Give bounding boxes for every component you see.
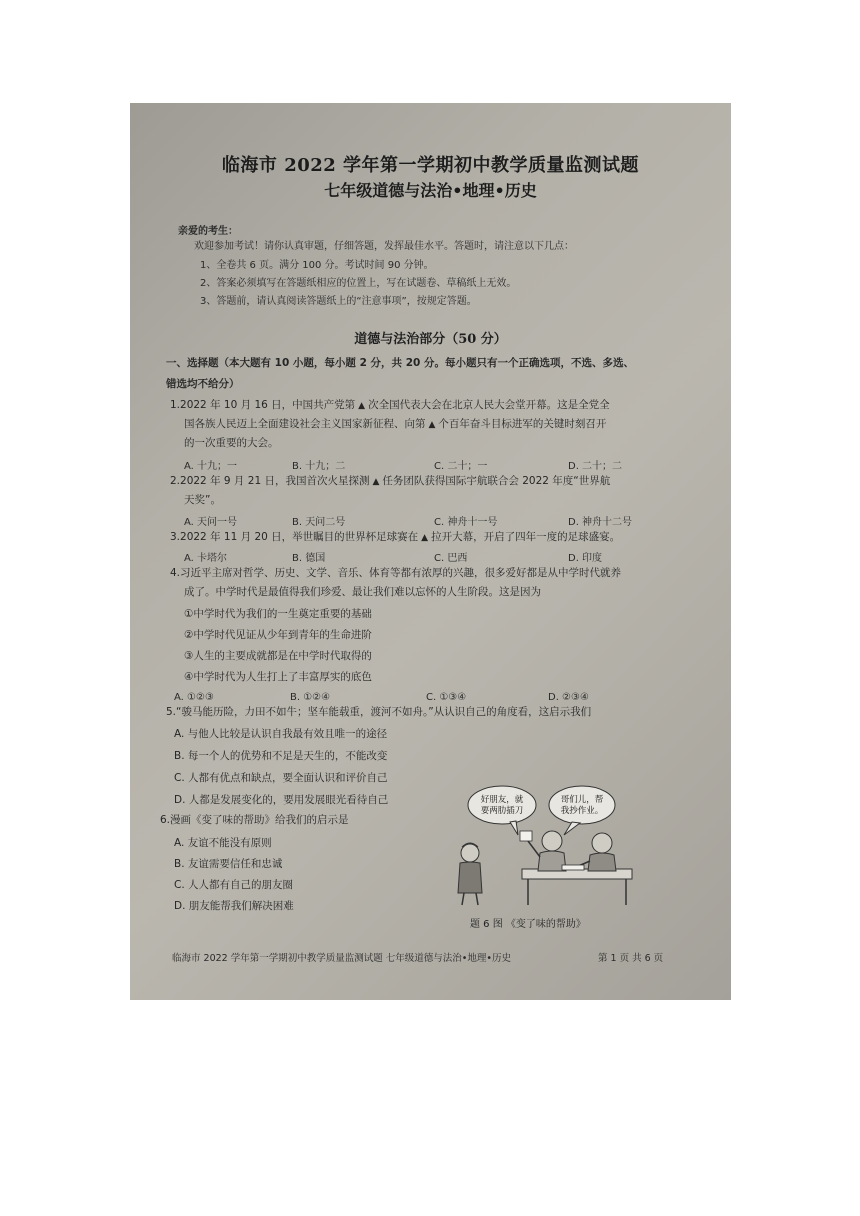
q3-option-a: A. 卡塔尔 <box>184 553 228 564</box>
q1-line3: 的一次重要的大会。 <box>184 437 279 449</box>
q2-text-b: 任务团队获得国际宇航联合会 2022 年度“世界航 <box>382 475 611 487</box>
q4-item-4: ④中学时代为人生打上了丰富厚实的底色 <box>184 671 372 683</box>
q4-item-2: ②中学时代见证从少年到青年的生命进阶 <box>184 629 372 641</box>
exam-title: 临海市 2022 学年第一学期初中教学质量监测试题 <box>221 155 640 176</box>
q1-option-c: C. 二十；一 <box>434 461 488 472</box>
q5-option-b: B. 每一个人的优势和不足是天生的，不能改变 <box>174 750 388 762</box>
q1-line2 <box>184 415 606 435</box>
notice-item-1: 1、全卷共 6 页。满分 100 分。考试时间 90 分钟。 <box>200 260 434 271</box>
blank-mark: ▲ <box>428 420 436 430</box>
q2-text-a: 2.2022 年 9 月 21 日，我国首次火星探测 <box>170 475 370 487</box>
q4-line1: 4.习近平主席对哲学、历史、文学、音乐、体育等都有浓厚的兴趣，很多爱好都是从中学时代就养 <box>170 567 622 579</box>
q3-text-a: 3.2022 年 11 月 20 日，举世瞩目的世界杯足球赛在 <box>170 531 419 543</box>
bubble2-line2: 我抄作业。 <box>560 806 604 816</box>
q5-option-d: D. 人都是发展变化的，要用发展眼光看待自己 <box>174 794 389 806</box>
cartoon-caption: 题 6 图 《变了味的帮助》 <box>470 919 586 930</box>
q5-option-c: C. 人都有优点和缺点，要全面认识和评价自己 <box>174 772 388 784</box>
notice-salutation: 亲爱的考生： <box>178 226 238 237</box>
q4-item-1: ①中学时代为我们的一生奠定重要的基础 <box>184 608 372 620</box>
notice-intro: 欢迎参加考试！请你认真审题，仔细答题，发挥最佳水平。答题时，请注意以下几点： <box>194 241 574 252</box>
q6-option-b: B. 友谊需要信任和忠诚 <box>174 858 283 870</box>
cartoon-illustration <box>452 783 662 908</box>
q4-option-d: D. ②③④ <box>548 692 589 703</box>
q2-line2: 天奖”。 <box>184 494 221 506</box>
q1-option-d: D. 二十；二 <box>568 461 623 472</box>
q6-option-c: C. 人人都有自己的朋友圈 <box>174 879 294 891</box>
q2-option-b: B. 天问二号 <box>292 517 346 528</box>
blank-mark: ▲ <box>358 401 366 411</box>
q1-text-b: 次全国代表大会在北京人民大会堂开幕。这是全党全 <box>368 399 610 411</box>
q3-option-d: D. 印度 <box>568 553 603 564</box>
q2-option-d: D. 神舟十二号 <box>568 517 633 528</box>
q4-line2: 成了。中学时代是最值得我们珍爱、最让我们难以忘怀的人生阶段。这是因为 <box>184 586 541 598</box>
notice-item-2: 2、答案必须填写在答题纸相应的位置上，写在试题卷、草稿纸上无效。 <box>200 278 517 289</box>
q3-option-c: C. 巴西 <box>434 553 468 564</box>
q2-option-a: A. 天问一号 <box>184 517 238 528</box>
section-title: 道德与法治部分（50 分） <box>354 332 507 347</box>
q1-text-d: 个百年奋斗目标进军的关键时刻召开 <box>438 418 607 430</box>
q1-text-a: 1.2022 年 10 月 16 日，中国共产党第 <box>170 399 356 411</box>
q5-option-a: A. 与他人比较是认识自我最有效且唯一的途径 <box>174 728 388 740</box>
blank-mark: ▲ <box>372 477 380 487</box>
exam-subtitle: 七年级道德与法治•地理•历史 <box>324 181 537 200</box>
q1-text-c: 国各族人民迈上全面建设社会主义国家新征程、向第 <box>184 418 426 430</box>
q4-option-b: B. ①②④ <box>290 692 331 703</box>
bubble1-line2: 要两肋插刀 <box>480 806 524 816</box>
q3-text-b: 拉开大幕，开启了四年一度的足球盛宴。 <box>431 531 621 543</box>
notice-item-3: 3、答题前，请认真阅读答题纸上的“注意事项”，按规定答题。 <box>200 296 477 307</box>
page-number: 第 1 页 共 6 页 <box>598 953 664 964</box>
q2-option-c: C. 神舟十一号 <box>434 517 498 528</box>
q3-line1 <box>170 528 620 548</box>
bubble2-line1: 哥们儿，帮 <box>560 795 604 805</box>
q5-line1: 5.“骏马能历险，力田不如牛；坚车能载重，渡河不如舟。”从认识自己的角度看，这启示我们 <box>166 706 592 718</box>
bubble1-line1: 好朋友，就 <box>480 795 524 805</box>
blank-mark: ▲ <box>421 533 429 543</box>
q4-option-a: A. ①②③ <box>174 692 214 703</box>
footer-title: 临海市 2022 学年第一学期初中教学质量监测试题 七年级道德与法治•地理•历史 <box>172 953 511 964</box>
q4-item-3: ③人生的主要成就都是在中学时代取得的 <box>184 650 372 662</box>
q4-option-c: C. ①③④ <box>426 692 467 703</box>
q1-line1 <box>170 396 610 416</box>
q1-option-a: A. 十九；一 <box>184 461 238 472</box>
exam-paper <box>130 103 731 1000</box>
q2-line1 <box>170 472 610 492</box>
q1-option-b: B. 十九；二 <box>292 461 346 472</box>
q3-option-b: B. 德国 <box>292 553 326 564</box>
q6-option-a: A. 友谊不能没有原则 <box>174 837 272 849</box>
part-instruction-line1: 一、选择题（本大题有 10 小题，每小题 2 分，共 20 分。每小题只有一个正确选项，不选、多选、 <box>166 357 634 369</box>
part-instruction-line2: 错选均不给分） <box>166 378 240 390</box>
q6-line1: 6.漫画《变了味的帮助》给我们的启示是 <box>160 814 349 826</box>
q6-option-d: D. 朋友能帮我们解决困难 <box>174 900 294 912</box>
